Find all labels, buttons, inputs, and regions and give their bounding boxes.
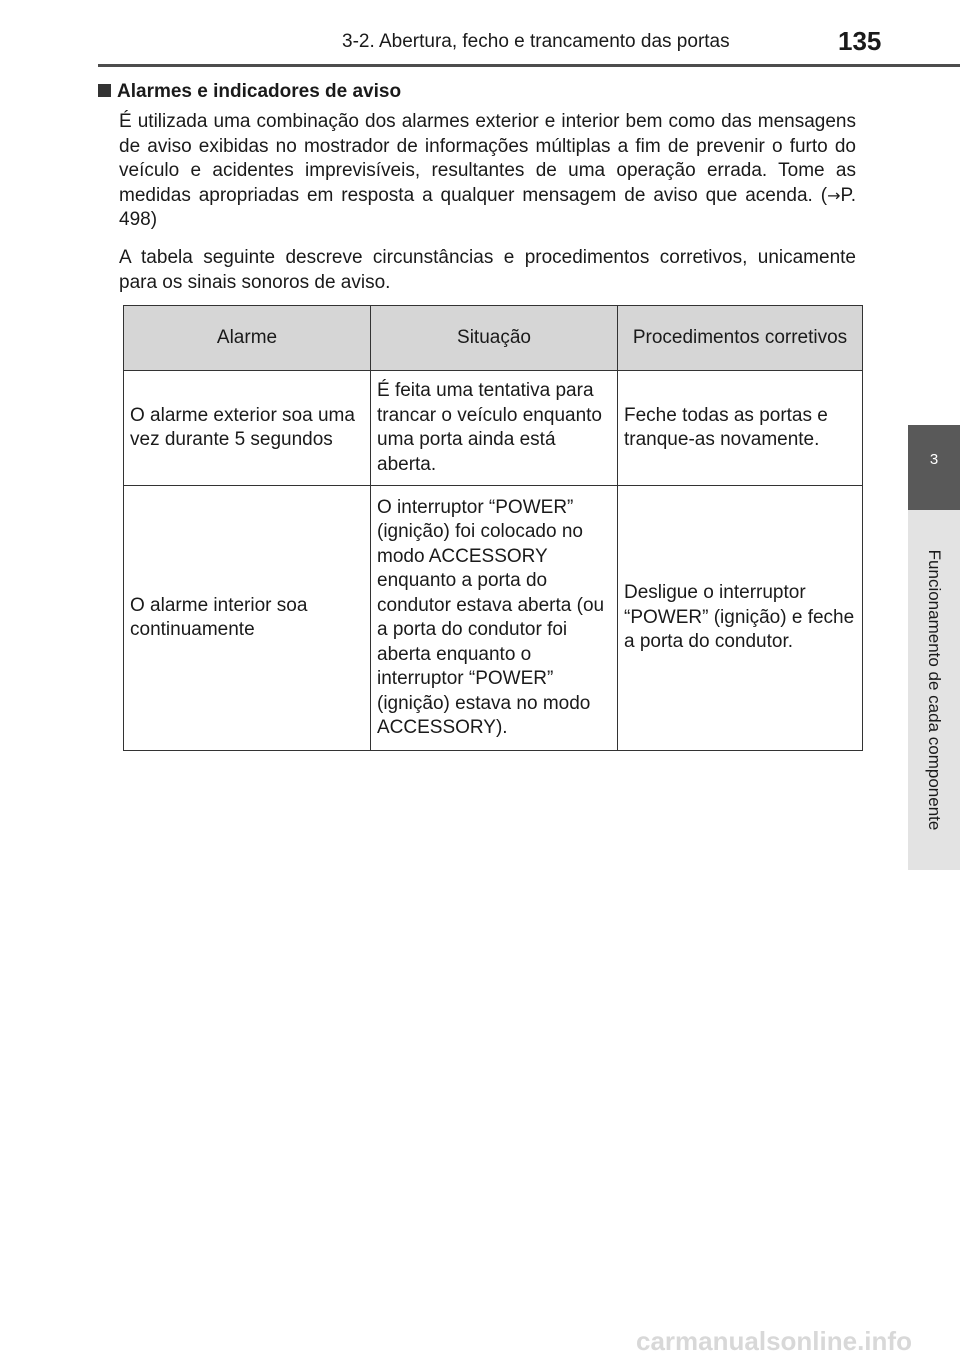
chapter-number: 3 bbox=[929, 451, 939, 468]
table-cell-alarm: O alarme interior soa continuamente bbox=[124, 486, 371, 751]
table-description-paragraph: A tabela seguinte descreve circunstâncias e procedimentos corretivos, unicamente para os sinais sonoros de aviso. bbox=[119, 247, 856, 293]
header-title: 3-2. Abertura, fecho e trancamento das portas bbox=[342, 31, 730, 52]
table-header-row bbox=[124, 306, 863, 371]
intro-paragraph bbox=[119, 110, 856, 233]
table-cell-procedure: Desligue o interruptor “POWER” (ignição) e feche a porta do condutor. bbox=[618, 486, 863, 751]
chapter-label: Funcionamento de cada componente bbox=[925, 549, 944, 831]
column-header-situation: Situação bbox=[371, 306, 618, 371]
chapter-tab bbox=[908, 425, 960, 510]
arrow-right-icon: → bbox=[827, 185, 841, 205]
table-cell-procedure: Feche todas as portas e tranque-as novamente. bbox=[618, 371, 863, 486]
section-heading bbox=[98, 80, 401, 104]
square-bullet-icon bbox=[98, 84, 111, 97]
table-row bbox=[124, 371, 863, 486]
table-cell-situation: O interruptor “POWER” (ignição) foi colocado no modo ACCESSORY enquanto a porta do condutor estava aberta (ou a porta do condutor foi aberta enquanto o interruptor “POWER” (ignição) estava no modo ACCESSORY). bbox=[371, 486, 618, 751]
column-header-alarm: Alarme bbox=[124, 306, 371, 371]
page-reference-link[interactable]: P. 498) bbox=[119, 184, 856, 230]
column-header-procedures: Procedimentos corretivos bbox=[618, 306, 863, 371]
table-cell-situation: É feita uma tentativa para trancar o veículo enquanto uma porta ainda está aberta. bbox=[371, 371, 618, 486]
page-number: 135 bbox=[838, 26, 882, 56]
table-cell-alarm: O alarme exterior soa uma vez durante 5 segundos bbox=[124, 371, 371, 486]
section-heading-text: Alarmes e indicadores de aviso bbox=[117, 81, 402, 102]
watermark: carmanualsonline.info bbox=[636, 1326, 912, 1356]
header-divider bbox=[98, 64, 960, 67]
intro-text: É utilizada uma combinação dos alarmes exterior e interior bem como das mensagens de aviso exibidas no mostrador de informações múltiplas a fim de prevenir o furto do veículo e acidentes imprevisíveis, resultantes de uma operação errada. Tome as medidas apropriadas em resposta a qualquer mensagem de aviso que acenda. ( bbox=[119, 111, 856, 206]
table-row bbox=[124, 486, 863, 751]
alarm-table bbox=[123, 305, 863, 751]
